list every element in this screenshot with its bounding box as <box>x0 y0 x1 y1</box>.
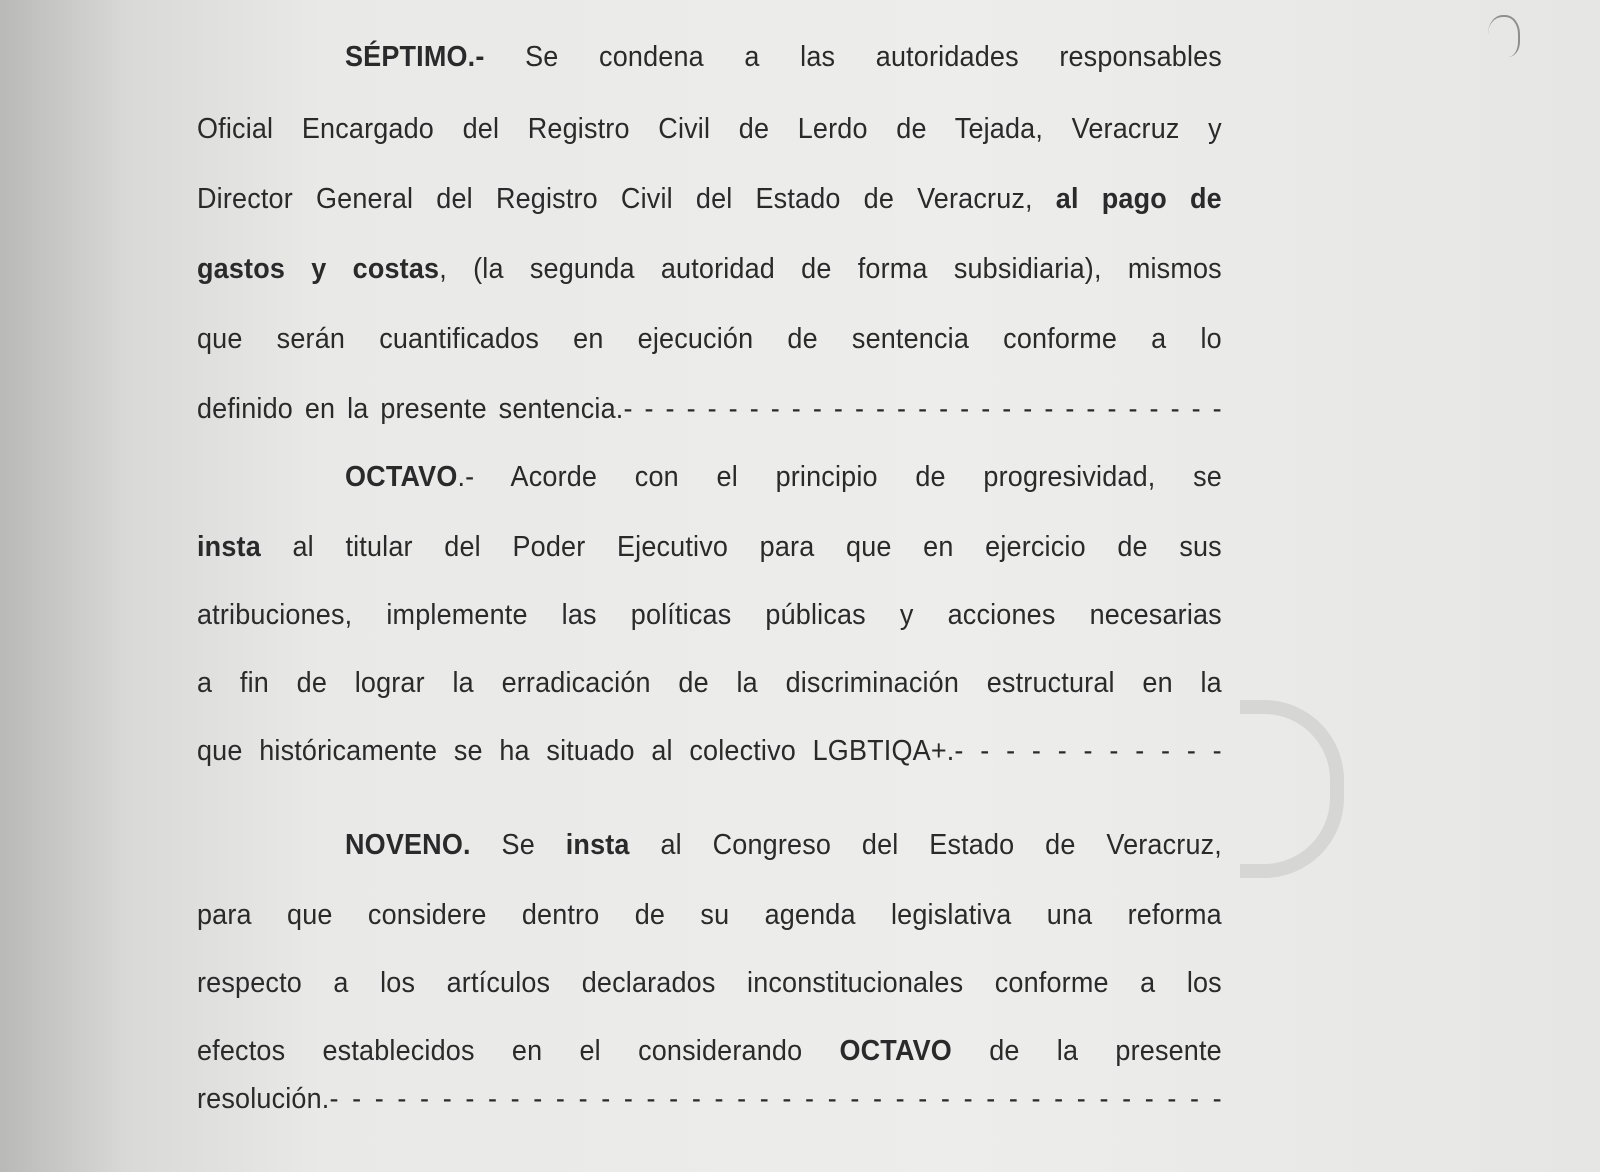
text-line <box>197 598 1222 632</box>
text-segment: atribuciones, implemente las políticas públicas y acciones necesarias <box>197 599 1222 631</box>
bold-text: OCTAVO <box>345 461 458 493</box>
text-segment: Se <box>470 829 566 861</box>
text-line <box>197 530 1222 564</box>
text-line <box>197 966 1222 1000</box>
text-line <box>197 182 1222 216</box>
text-segment: resolución.- - - - - - - - - - - - - - - - - - - - - - - - - - - - - - - - - - - - - - - - <box>197 1083 1222 1115</box>
bold-text: insta <box>565 829 630 861</box>
bold-text: insta <box>197 531 261 563</box>
bold-text: al pago de <box>1055 183 1222 215</box>
text-line <box>197 898 1222 932</box>
text-line <box>345 40 1222 74</box>
text-segment: que serán cuantificados en ejecución de sentencia conforme a lo <box>197 323 1222 355</box>
bold-text: gastos y costas <box>197 253 440 285</box>
text-segment: al Congreso del Estado de Veracruz, <box>629 829 1222 861</box>
text-line <box>345 828 1222 862</box>
text-segment: para que considere dentro de su agenda legislativa una reforma <box>197 899 1222 931</box>
bleed-through-stamp <box>1240 700 1344 878</box>
text-segment: Oficial Encargado del Registro Civil de Lerdo de Tejada, Veracruz y <box>197 113 1222 145</box>
bold-text: NOVENO. <box>345 829 471 861</box>
text-line <box>197 322 1222 356</box>
text-segment: .- Acorde con el principio de progresividad, se <box>457 461 1222 493</box>
text-line <box>197 392 1222 426</box>
handwritten-mark <box>1488 15 1520 57</box>
text-segment: a fin de lograr la erradicación de la discriminación estructural en la <box>197 667 1222 699</box>
text-line <box>197 1034 1222 1068</box>
text-segment: definido en la presente sentencia.- - - - - - - - - - - - - - - - - - - - - - - - - - - - - <box>197 393 1222 425</box>
text-segment: Se condena a las autoridades responsables <box>484 41 1222 73</box>
text-line <box>197 252 1222 286</box>
text-segment: de la presente <box>951 1035 1222 1067</box>
text-line <box>197 1082 1222 1116</box>
text-line <box>197 666 1222 700</box>
text-segment: Director General del Registro Civil del Estado de Veracruz, <box>197 183 1056 215</box>
text-line <box>345 460 1222 494</box>
text-segment: que históricamente se ha situado al colectivo LGBTIQA+.- - - - - - - - - - - <box>197 735 1222 767</box>
text-line <box>197 112 1222 146</box>
text-segment: al titular del Poder Ejecutivo para que en ejercicio de sus <box>260 531 1222 563</box>
bold-text: SÉPTIMO.- <box>345 41 485 73</box>
text-segment: efectos establecidos en el considerando <box>197 1035 840 1067</box>
text-segment: respecto a los artículos declarados inconstitucionales conforme a los <box>197 967 1222 999</box>
bold-text: OCTAVO <box>839 1035 952 1067</box>
text-segment: , (la segunda autoridad de forma subsidiaria), mismos <box>439 253 1222 285</box>
text-line <box>197 734 1222 768</box>
